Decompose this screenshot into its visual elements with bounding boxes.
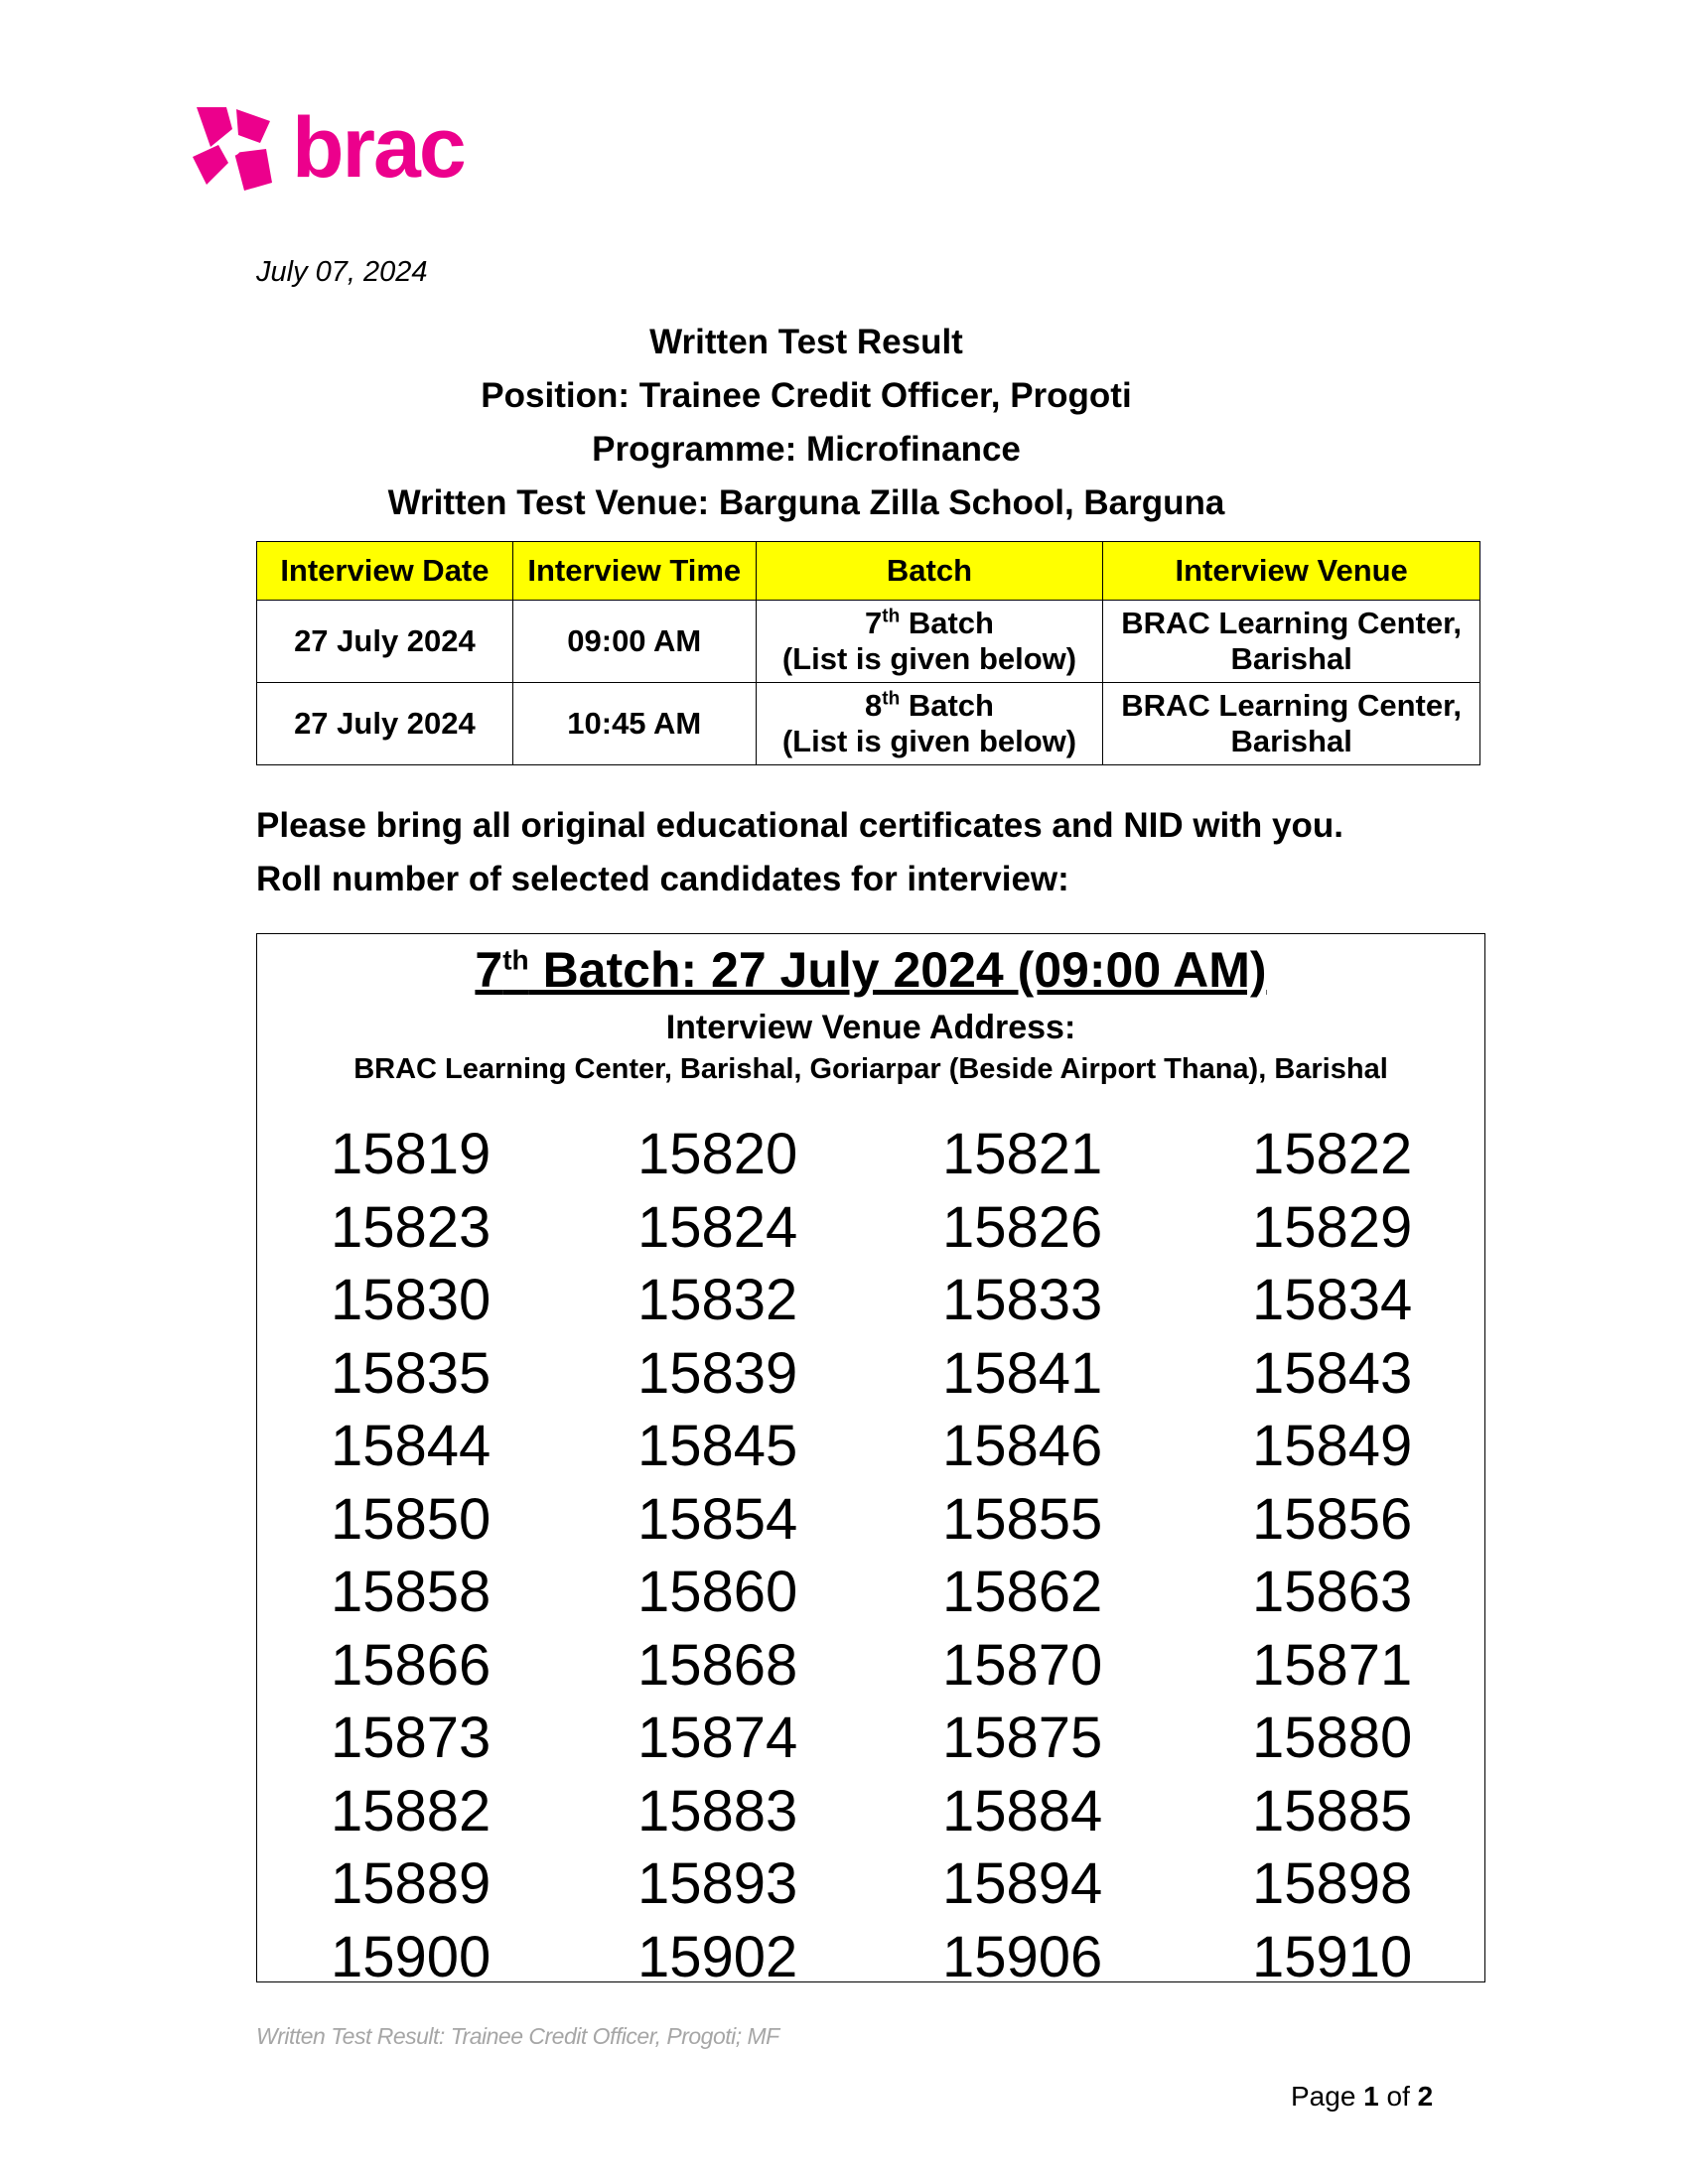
roll-number: 15826 (942, 1194, 1103, 1260)
roll-number: 15902 (637, 1924, 798, 1989)
roll-number: 15885 (1252, 1778, 1413, 1843)
row-date: 27 July 2024 (257, 601, 513, 683)
venue-address: BRAC Learning Center, Barishal, Goriarpar (Beside Airport Thana), Barishal (353, 1053, 1388, 1085)
header-interview-date: Interview Date (257, 542, 513, 601)
batch-number: 8 (865, 688, 883, 723)
list-item (257, 1629, 1484, 1703)
brac-emblem-icon (193, 107, 272, 191)
header-batch: Batch (756, 542, 1103, 601)
list-item (257, 1410, 1484, 1483)
list-item (257, 1118, 1484, 1191)
batch-word: Batch (900, 688, 994, 723)
table-header-row (257, 542, 1480, 601)
venue-address-label: Interview Venue Address: (665, 1009, 1076, 1046)
batch-suffix: th (882, 606, 901, 627)
roll-number: 15874 (637, 1706, 798, 1770)
venue-line-2: Barishal (1230, 724, 1352, 758)
row-venue (1103, 601, 1480, 683)
roll-number: 15882 (331, 1778, 492, 1843)
roll-number: 15824 (637, 1194, 798, 1260)
programme-line: Programme: Microfinance (592, 430, 1021, 469)
instructions (256, 799, 1343, 906)
list-item (257, 1847, 1484, 1921)
row-time: 09:00 AM (512, 601, 756, 683)
roll-number: 15839 (637, 1340, 798, 1406)
list-item (257, 1775, 1484, 1848)
position-line: Position: Trainee Credit Officer, Progoti (481, 376, 1132, 415)
list-item (257, 1702, 1484, 1775)
row-time: 10:45 AM (512, 683, 756, 765)
batch-note: (List is given below) (781, 641, 1077, 676)
roll-number: 15893 (637, 1851, 798, 1916)
roll-number: 15823 (331, 1194, 492, 1260)
roll-number: 15883 (637, 1778, 798, 1843)
roll-number: 15856 (1252, 1486, 1413, 1552)
footer-caption: Written Test Result: Trainee Credit Officer, Progoti; MF (256, 2023, 779, 2049)
instruction-roll-intro: Roll number of selected candidates for interview: (256, 860, 1069, 898)
roll-number: 15843 (1252, 1340, 1413, 1406)
roll-number: 15906 (942, 1924, 1103, 1989)
roll-number: 15832 (637, 1268, 798, 1332)
roll-number: 15898 (1252, 1851, 1413, 1916)
instruction-bring-documents: Please bring all original educational certificates and NID with you. (256, 806, 1343, 845)
roll-number-grid (257, 1118, 1484, 1993)
batch-note: (List is given below) (781, 724, 1077, 758)
list-item (257, 1191, 1484, 1265)
roll-number: 15894 (942, 1851, 1103, 1916)
roll-number: 15833 (942, 1268, 1103, 1332)
list-item (257, 1337, 1484, 1411)
roll-number: 15841 (942, 1340, 1103, 1406)
roll-number: 15846 (942, 1414, 1103, 1478)
roll-number: 15855 (942, 1486, 1103, 1552)
list-item (257, 1483, 1484, 1557)
row-date: 27 July 2024 (257, 683, 513, 765)
roll-number: 15868 (637, 1632, 798, 1698)
header-interview-time: Interview Time (512, 542, 756, 601)
document-title: Written Test Result (649, 323, 963, 361)
batch-suffix: th (882, 688, 901, 710)
roll-number: 15862 (942, 1560, 1103, 1624)
document-date: July 07, 2024 (256, 256, 428, 288)
brac-logo (189, 99, 487, 199)
venue-line-1: BRAC Learning Center, (1121, 688, 1463, 723)
row-batch (756, 683, 1103, 765)
roll-number: 15835 (331, 1340, 492, 1406)
roll-number: 15830 (331, 1268, 492, 1332)
roll-number: 15845 (637, 1414, 798, 1478)
roll-number: 15875 (942, 1706, 1103, 1770)
roll-number: 15873 (331, 1706, 492, 1770)
roll-number: 15850 (331, 1486, 492, 1552)
list-item (257, 1921, 1484, 1994)
list-item (257, 1264, 1484, 1337)
roll-number: 15863 (1252, 1560, 1413, 1624)
roll-number: 15910 (1252, 1924, 1413, 1989)
roll-number: 15860 (637, 1560, 798, 1624)
venue-line-1: BRAC Learning Center, (1121, 606, 1463, 640)
roll-number: 15900 (331, 1924, 492, 1989)
test-venue-line: Written Test Venue: Barguna Zilla School, Barguna (387, 483, 1225, 522)
table-row (257, 601, 1480, 683)
roll-number: 15870 (942, 1632, 1103, 1698)
roll-number: 15844 (331, 1414, 492, 1478)
interview-schedule-table (256, 541, 1480, 765)
roll-number: 15829 (1252, 1194, 1413, 1260)
roll-number: 15849 (1252, 1414, 1413, 1478)
roll-number: 15880 (1252, 1706, 1413, 1770)
roll-number: 15866 (331, 1632, 492, 1698)
table-row (257, 683, 1480, 765)
venue-line-2: Barishal (1230, 641, 1352, 676)
roll-number: 15820 (637, 1122, 798, 1186)
roll-number: 15871 (1252, 1632, 1413, 1698)
row-batch (756, 601, 1103, 683)
batch-roll-list (256, 933, 1485, 1989)
roll-number: 15884 (942, 1778, 1103, 1843)
header-interview-venue: Interview Venue (1103, 542, 1480, 601)
roll-number: 15858 (331, 1560, 492, 1624)
roll-number: 15822 (1252, 1122, 1413, 1186)
batch-heading: 7th Batch: 27 July 2024 (09:00 AM) (475, 942, 1267, 998)
batch-word: Batch (900, 606, 994, 640)
roll-number: 15854 (637, 1486, 798, 1552)
title-block (0, 316, 1613, 530)
roll-number: 15821 (942, 1122, 1103, 1186)
roll-number: 15819 (331, 1122, 492, 1186)
roll-number: 15834 (1252, 1268, 1413, 1332)
batch-number: 7 (865, 606, 883, 640)
list-item (257, 1556, 1484, 1629)
roll-number: 15889 (331, 1851, 492, 1916)
brac-wordmark: brac (292, 100, 465, 196)
row-venue (1103, 683, 1480, 765)
page-number: Page 1 of 2 (1291, 2081, 1434, 2112)
